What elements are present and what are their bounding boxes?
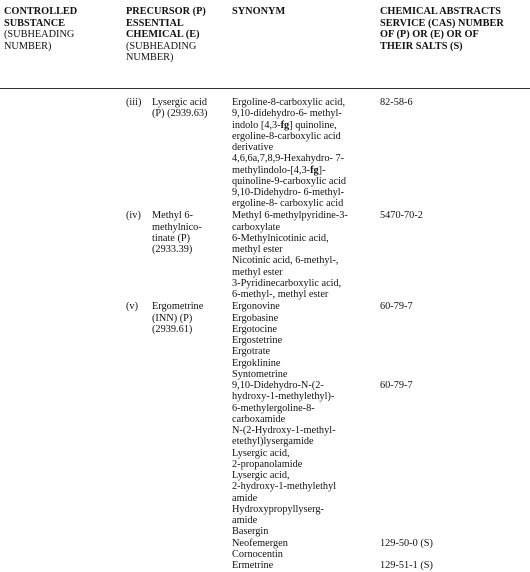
header-text: ESSENTIAL (126, 17, 184, 29)
synonym-line: Cornocentin (232, 548, 283, 560)
synonym-line: carboxamide (232, 413, 286, 425)
header-text: CHEMICAL ABSTRACTS (380, 6, 502, 17)
precursor-name: Lysergic acid (152, 97, 207, 108)
synonym-line: 6-Methylnicotinic acid, (232, 232, 329, 244)
synonym-line: 2-propanolamide (232, 458, 303, 470)
synonym-line: quinoline-9-carboxylic acid (232, 175, 347, 187)
synonym-line: 2-hydroxy-1-methylethyl (232, 481, 337, 493)
synonym-line: hydroxy-1-methylethyl)- (232, 391, 335, 403)
cas-number: 82-58-6 (380, 97, 413, 108)
synonym-line: 6-methyl-, methyl ester (232, 289, 329, 301)
synonym-line: carboxylate (232, 221, 281, 233)
synonym-line: ergoline-8- carboxylic acid (232, 198, 344, 210)
synonym-line: Ergostetrine (232, 335, 283, 347)
synonym-line: 9,10-Didehydro-N-(2- (232, 380, 324, 392)
header-divider (0, 88, 530, 89)
synonym-line: 9,10-didehydro-6- methyl- (232, 108, 342, 120)
header-text: (SUBHEADING (4, 29, 75, 41)
synonym-line: methylindolo-[4,3-fg]- (232, 164, 326, 176)
cas-number: 60-79-7 (380, 301, 413, 313)
cas-number: 5470-70-2 (380, 210, 423, 222)
synonym-line: N-(2-Hydroxy-1-methyl- (232, 425, 336, 437)
precursor-name: (2939.61) (152, 323, 193, 335)
header-text: NUMBER) (126, 52, 174, 64)
synonym-line: ergoline-8-carboxylic acid (232, 130, 341, 142)
synonym-line: 6-methylergoline-8- (232, 402, 315, 414)
precursor-name: Methyl 6- (152, 210, 193, 222)
synonym-line: 3-Pyridinecarboxylic acid, (232, 277, 342, 289)
synonym-line: etethyl)lysergamide (232, 436, 314, 448)
header-text: (SUBHEADING (126, 40, 197, 52)
entry-number: (iii) (126, 97, 142, 108)
header-cas-number (380, 6, 504, 52)
precursor-name: (2933.39) (152, 244, 193, 256)
synonym-line: Hydroxypropyllyserg- (232, 503, 324, 515)
header-text: SERVICE (CAS) NUMBER (380, 17, 504, 29)
synonym-line: Ergotocine (232, 323, 277, 335)
header-precursor (126, 6, 206, 64)
synonym-line: 9,10-Didehydro- 6-methyl- (232, 187, 345, 198)
precursor-name: (P) (2939.63) (152, 108, 208, 120)
synonym-line: Ergotrate (232, 346, 271, 358)
header-synonym (232, 6, 285, 18)
synonym-line: Lysergic acid, (232, 470, 290, 481)
synonym-line: amide (232, 492, 258, 504)
synonym-line: Ergoline-8-carboxylic acid, (232, 97, 346, 108)
header-text: SUBSTANCE (4, 17, 66, 29)
entry-number: (iv) (126, 210, 141, 222)
synonym-line: Basergin (232, 526, 269, 538)
header-text: SYNONYM (232, 6, 286, 17)
synonym-line: 4,6,6a,7,8,9-Hexahydro- 7- (232, 153, 345, 165)
synonym-line: Ergoklinine (232, 357, 281, 369)
synonym-line: amide (232, 515, 258, 526)
precursor-name: (INN) (P) (152, 312, 193, 324)
synonym-line: Nicotinic acid, 6-methyl-, (232, 255, 339, 267)
header-text: OF (P) OR (E) OR OF (380, 29, 479, 41)
synonym-line: Ergonovine (232, 301, 280, 313)
entry-number: (v) (126, 301, 139, 313)
synonym-line: methyl ester (232, 266, 283, 278)
synonym-line: Ergobasine (232, 312, 279, 324)
synonym-line: Neofemergen (232, 537, 288, 549)
header-text: NUMBER) (4, 40, 52, 52)
header-text: PRECURSOR (P) (126, 6, 206, 17)
header-text: CONTROLLED (4, 6, 78, 17)
cas-number: 129-51-1 (S) (380, 560, 433, 571)
precursor-name: methylnico- (152, 221, 202, 233)
synonym-line: derivative (232, 142, 274, 153)
synonym-line: Lysergic acid, (232, 447, 290, 459)
header-text: THEIR SALTS (S) (380, 40, 463, 52)
synonym-line: Ermetrine (232, 560, 274, 571)
synonym-line: Methyl 6-methylpyridine-3- (232, 210, 348, 222)
header-text: CHEMICAL (E) (126, 29, 200, 41)
cas-number: 60-79-7 (380, 380, 413, 392)
synonym-line: methyl ester (232, 244, 283, 256)
precursor-name: Ergometrine (152, 301, 204, 313)
header-controlled-substance (4, 6, 77, 52)
synonym-line: Syntometrine (232, 368, 288, 380)
cas-number: 129-50-0 (S) (380, 537, 433, 549)
synonym-line: indolo [4,3-fg] quinoline, (232, 119, 337, 131)
precursor-name: tinate (P) (152, 232, 191, 244)
